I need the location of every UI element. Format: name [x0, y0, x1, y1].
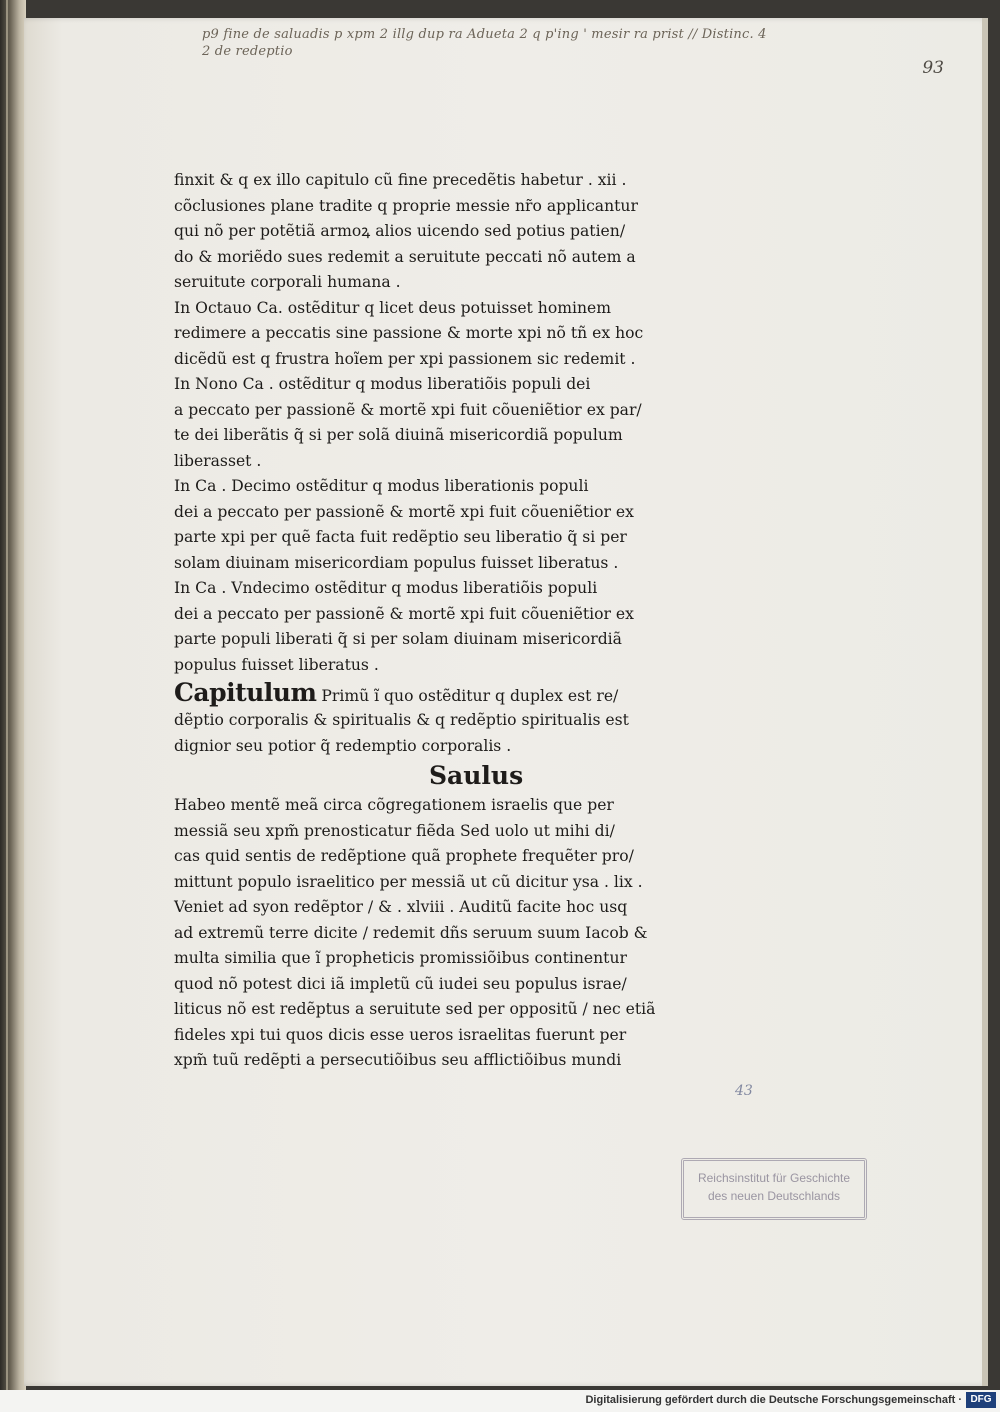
text-line: te dei liberãtis q̃ si per solã diuinã misericordiã populum	[174, 426, 623, 444]
text-line: populus fuisset liberatus .	[174, 655, 379, 674]
text-line: do & moriẽdo sues redemit a seruitute peccati nõ autem a	[174, 247, 636, 266]
text-line: In Ca . Decimo ostẽditur q modus liberationis populi	[174, 477, 589, 495]
text-line: qui nõ per potẽtiã armoꝝ alios uicendo sed potius patien/	[174, 222, 626, 240]
footer-bar	[0, 1390, 1000, 1412]
manuscript-annotation	[202, 26, 992, 60]
text-line: Veniet ad syon redẽptor / & . xlviii . Auditũ facite hoc usq	[174, 898, 628, 916]
manuscript-annotation-line: 2 de redeptio	[202, 44, 293, 59]
chapter-title: Capitulum	[174, 678, 317, 707]
text-line: dei a peccato per passionẽ & mortẽ xpi fuit cõueniẽtior ex	[174, 604, 634, 623]
stamp-line: Reichsinstitut für Geschichte	[697, 1171, 851, 1185]
chapter-heading-rest: Primũ ĩ quo ostẽditur q duplex est re/	[316, 687, 619, 705]
text-line: dignior seu potior q̃ redemptio corporalis .	[174, 736, 512, 755]
manuscript-annotation-line: p9 fine de saluadis p xpm 2 illg dup ra Adueta 2 q p'ing ' mesir ra prist // Distinc. 4	[202, 27, 767, 42]
text-line: a peccato per passionẽ & mortẽ xpi fuit cõueniẽtior ex par/	[174, 400, 642, 419]
text-line: mittunt populo israelitico per messiã ut cũ dicitur ysa . lix .	[174, 872, 643, 891]
printed-text-block	[174, 168, 774, 1074]
book-spine-edge	[0, 0, 26, 1390]
folio-number: 93	[922, 58, 944, 78]
text-line: solam diuinam misericordiam populus fuisset liberatus .	[174, 553, 619, 572]
text-line: dicẽdũ est q frustra hoĩem per xpi passionem sic redemit .	[174, 349, 636, 368]
text-line: parte xpi per quẽ facta fuit redẽptio seu liberatio q̃ si per	[174, 528, 627, 546]
text-line: Habeo mentẽ meã circa cõgregationem israelis que per	[174, 796, 614, 814]
text-line: liticus nõ est redẽptus a seruitute sed per oppositũ / nec etiã	[174, 1000, 656, 1018]
text-line: finxit & q ex illo capitulo cũ fine precedẽtis habetur . xii .	[174, 171, 627, 189]
page-edge	[982, 18, 988, 1386]
library-stamp	[681, 1158, 867, 1220]
text-line: In Octauo Ca. ostẽditur q licet deus potuisset hominem	[174, 298, 612, 317]
chapter-heading-line	[174, 678, 774, 708]
text-line: cas quid sentis de redẽptione quã prophete frequẽter pro/	[174, 847, 634, 865]
text-line: liberasset .	[174, 451, 262, 470]
funding-credit: Digitalisierung gefördert durch die Deutsche Forschungsgemeinschaft ·	[585, 1394, 962, 1406]
text-line: In Ca . Vndecimo ostẽditur q modus liberatiõis populi	[174, 579, 598, 597]
book-page	[24, 18, 988, 1386]
text-line: dei a peccato per passionẽ & mortẽ xpi fuit cõueniẽtior ex	[174, 502, 634, 521]
text-line: multa similia que ĩ propheticis promissiõibus continentur	[174, 949, 627, 967]
text-line: parte populi liberati q̃ si per solam diuinam misericordiã	[174, 630, 622, 648]
text-line: xpm̃ tuũ redẽpti a persecutiõibus seu afflictiõibus mundi	[174, 1051, 622, 1069]
stamp-line: des neuen Deutschlands	[707, 1189, 841, 1203]
text-line: cõclusiones plane tradite q proprie messie nr̃o applicantur	[174, 196, 638, 215]
text-line: seruitute corporali humana .	[174, 273, 401, 291]
speaker-heading: Saulus	[429, 761, 524, 790]
text-line: messiã seu xpm̃ prenosticatur fiẽda Sed uolo ut mihi di/	[174, 821, 615, 840]
spine-line	[6, 0, 8, 1390]
pencil-page-number: 43	[735, 1083, 753, 1099]
text-line: quod nõ potest dici iã impletũ cũ iudei seu populus israe/	[174, 974, 627, 993]
text-line: In Nono Ca . ostẽditur q modus liberatiõis populi dei	[174, 375, 591, 393]
dfg-logo: DFG	[966, 1392, 996, 1408]
text-line: dẽptio corporalis & spiritualis & q redẽptio spiritualis est	[174, 711, 629, 729]
text-line: ad extremũ terre dicite / redemit dñs seruum suum Iacob &	[174, 923, 648, 942]
text-line: fideles xpi tui quos dicis esse ueros israelitas fuerunt per	[174, 1025, 627, 1044]
text-line: redimere a peccatis sine passione & morte xpi nõ tñ ex hoc	[174, 324, 644, 342]
